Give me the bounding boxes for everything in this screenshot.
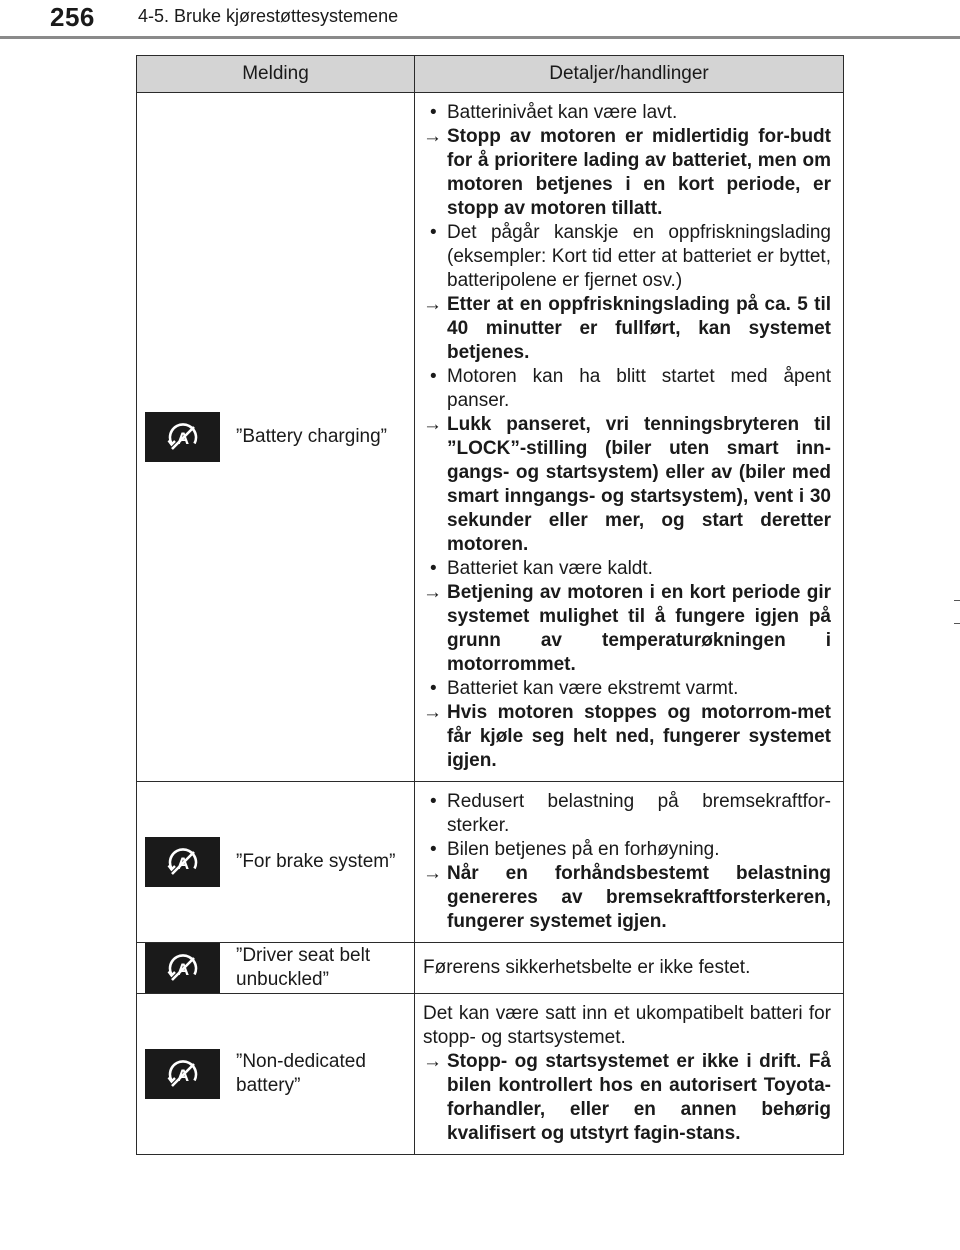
stop-start-off-icon	[145, 837, 220, 887]
svg-text:A: A	[176, 854, 189, 873]
details-cell	[415, 782, 844, 943]
detail-text: Det kan være satt inn et ukompatibelt batteri for stopp- og startsystemet.	[423, 1003, 831, 1048]
message-cell	[137, 782, 415, 943]
bullet-item: • Batterinivået kan være lavt.	[423, 101, 831, 125]
arrow-icon: →	[423, 702, 442, 723]
action-item	[423, 293, 831, 365]
message-cell	[137, 943, 415, 994]
bullet-item: • Bilen betjenes på en forhøyning.	[423, 838, 831, 862]
arrow-icon: →	[423, 414, 442, 435]
arrow-icon: →	[423, 1051, 442, 1072]
action-item	[423, 413, 831, 557]
action-text: Stopp- og startsystemet er ikke i drift. Få bilen kontrollert hos en autorisert Toyota-forhandler, eller en annen behørig kvalifisert og utstyrt fagin-stans.	[447, 1051, 831, 1144]
message-text: ”Battery charging”	[236, 426, 388, 447]
table-row	[137, 994, 844, 1155]
arrow-icon: →	[423, 294, 442, 315]
table-row	[137, 93, 844, 782]
svg-text:A: A	[176, 429, 189, 448]
action-text: Stopp av motoren er midlertidig for-budt for å prioritere lading av batteriet, men om motoren betjenes i en kort periode, er stopp av motoren tillatt.	[447, 126, 831, 219]
message-text: ”For brake system”	[236, 851, 396, 872]
edge-tick	[954, 600, 960, 601]
bullet-item: • Batteriet kan være kaldt.	[423, 557, 831, 581]
edge-tick	[954, 623, 960, 624]
stop-start-off-icon	[145, 412, 220, 462]
action-text: Betjening av motoren i en kort periode gir systemet mulighet til å fungere igjen på grunn av temperaturøkningen i motorrommet.	[447, 582, 831, 675]
details-cell	[415, 994, 844, 1155]
header-rule	[0, 36, 960, 39]
bullet-item: • Batteriet kan være ekstremt varmt.	[423, 677, 831, 701]
stop-start-off-icon	[145, 943, 220, 993]
bullet-item: • Det pågår kanskje en oppfriskningslading (eksempler: Kort tid etter at batteriet er byttet, batteripolene er fjernet osv.)	[423, 221, 831, 293]
section-title: 4-5. Bruke kjørestøttesystemene	[138, 6, 399, 26]
action-item	[423, 1050, 831, 1146]
action-item	[423, 125, 831, 221]
column-header-message: Melding	[137, 56, 415, 93]
column-header-details: Detaljer/handlinger	[415, 56, 844, 93]
arrow-icon: →	[423, 582, 442, 603]
message-cell	[137, 994, 415, 1155]
bullet-item: • Motoren kan ha blitt startet med åpent panser.	[423, 365, 831, 413]
arrow-icon: →	[423, 863, 442, 884]
action-item	[423, 581, 831, 677]
stop-start-off-icon	[145, 1049, 220, 1099]
table-row	[137, 782, 844, 943]
page-number: 256	[50, 2, 95, 32]
arrow-icon: →	[423, 126, 442, 147]
details-cell	[415, 93, 844, 782]
message-text: ”Driver seat belt unbuckled”	[236, 945, 371, 990]
action-text: Lukk panseret, vri tenningsbryteren til ”LOCK”-stilling (biler uten smart inn-gangs- og startsystem) eller av (biler med smart inngangs- og startsystem), vent i 30 sekunder eller mer, og start deretter motoren.	[447, 414, 831, 555]
table-row	[137, 943, 844, 994]
page-header	[0, 0, 960, 40]
message-text: ”Non-dedicated battery”	[236, 1051, 366, 1096]
action-text: Etter at en oppfriskningslading på ca. 5 til 40 minutter er fullført, kan systemet betjenes.	[447, 294, 831, 363]
details-cell	[415, 943, 844, 994]
svg-text:A: A	[176, 960, 189, 979]
svg-text:A: A	[176, 1066, 189, 1085]
bullet-item: • Redusert belastning på bremsekraftfor-sterker.	[423, 790, 831, 838]
message-table	[136, 55, 844, 1155]
action-text: Når en forhåndsbestemt belastning genereres av bremsekraftforsterkeren, fungerer systemet igjen.	[447, 863, 831, 932]
table-header-row	[137, 56, 844, 93]
action-item	[423, 701, 831, 773]
detail-text: Førerens sikkerhetsbelte er ikke festet.	[423, 957, 751, 978]
table-body	[137, 93, 844, 1155]
action-text: Hvis motoren stoppes og motorrom-met får kjøle seg helt ned, fungerer systemet igjen.	[447, 702, 831, 771]
message-cell	[137, 93, 415, 782]
action-item	[423, 862, 831, 934]
